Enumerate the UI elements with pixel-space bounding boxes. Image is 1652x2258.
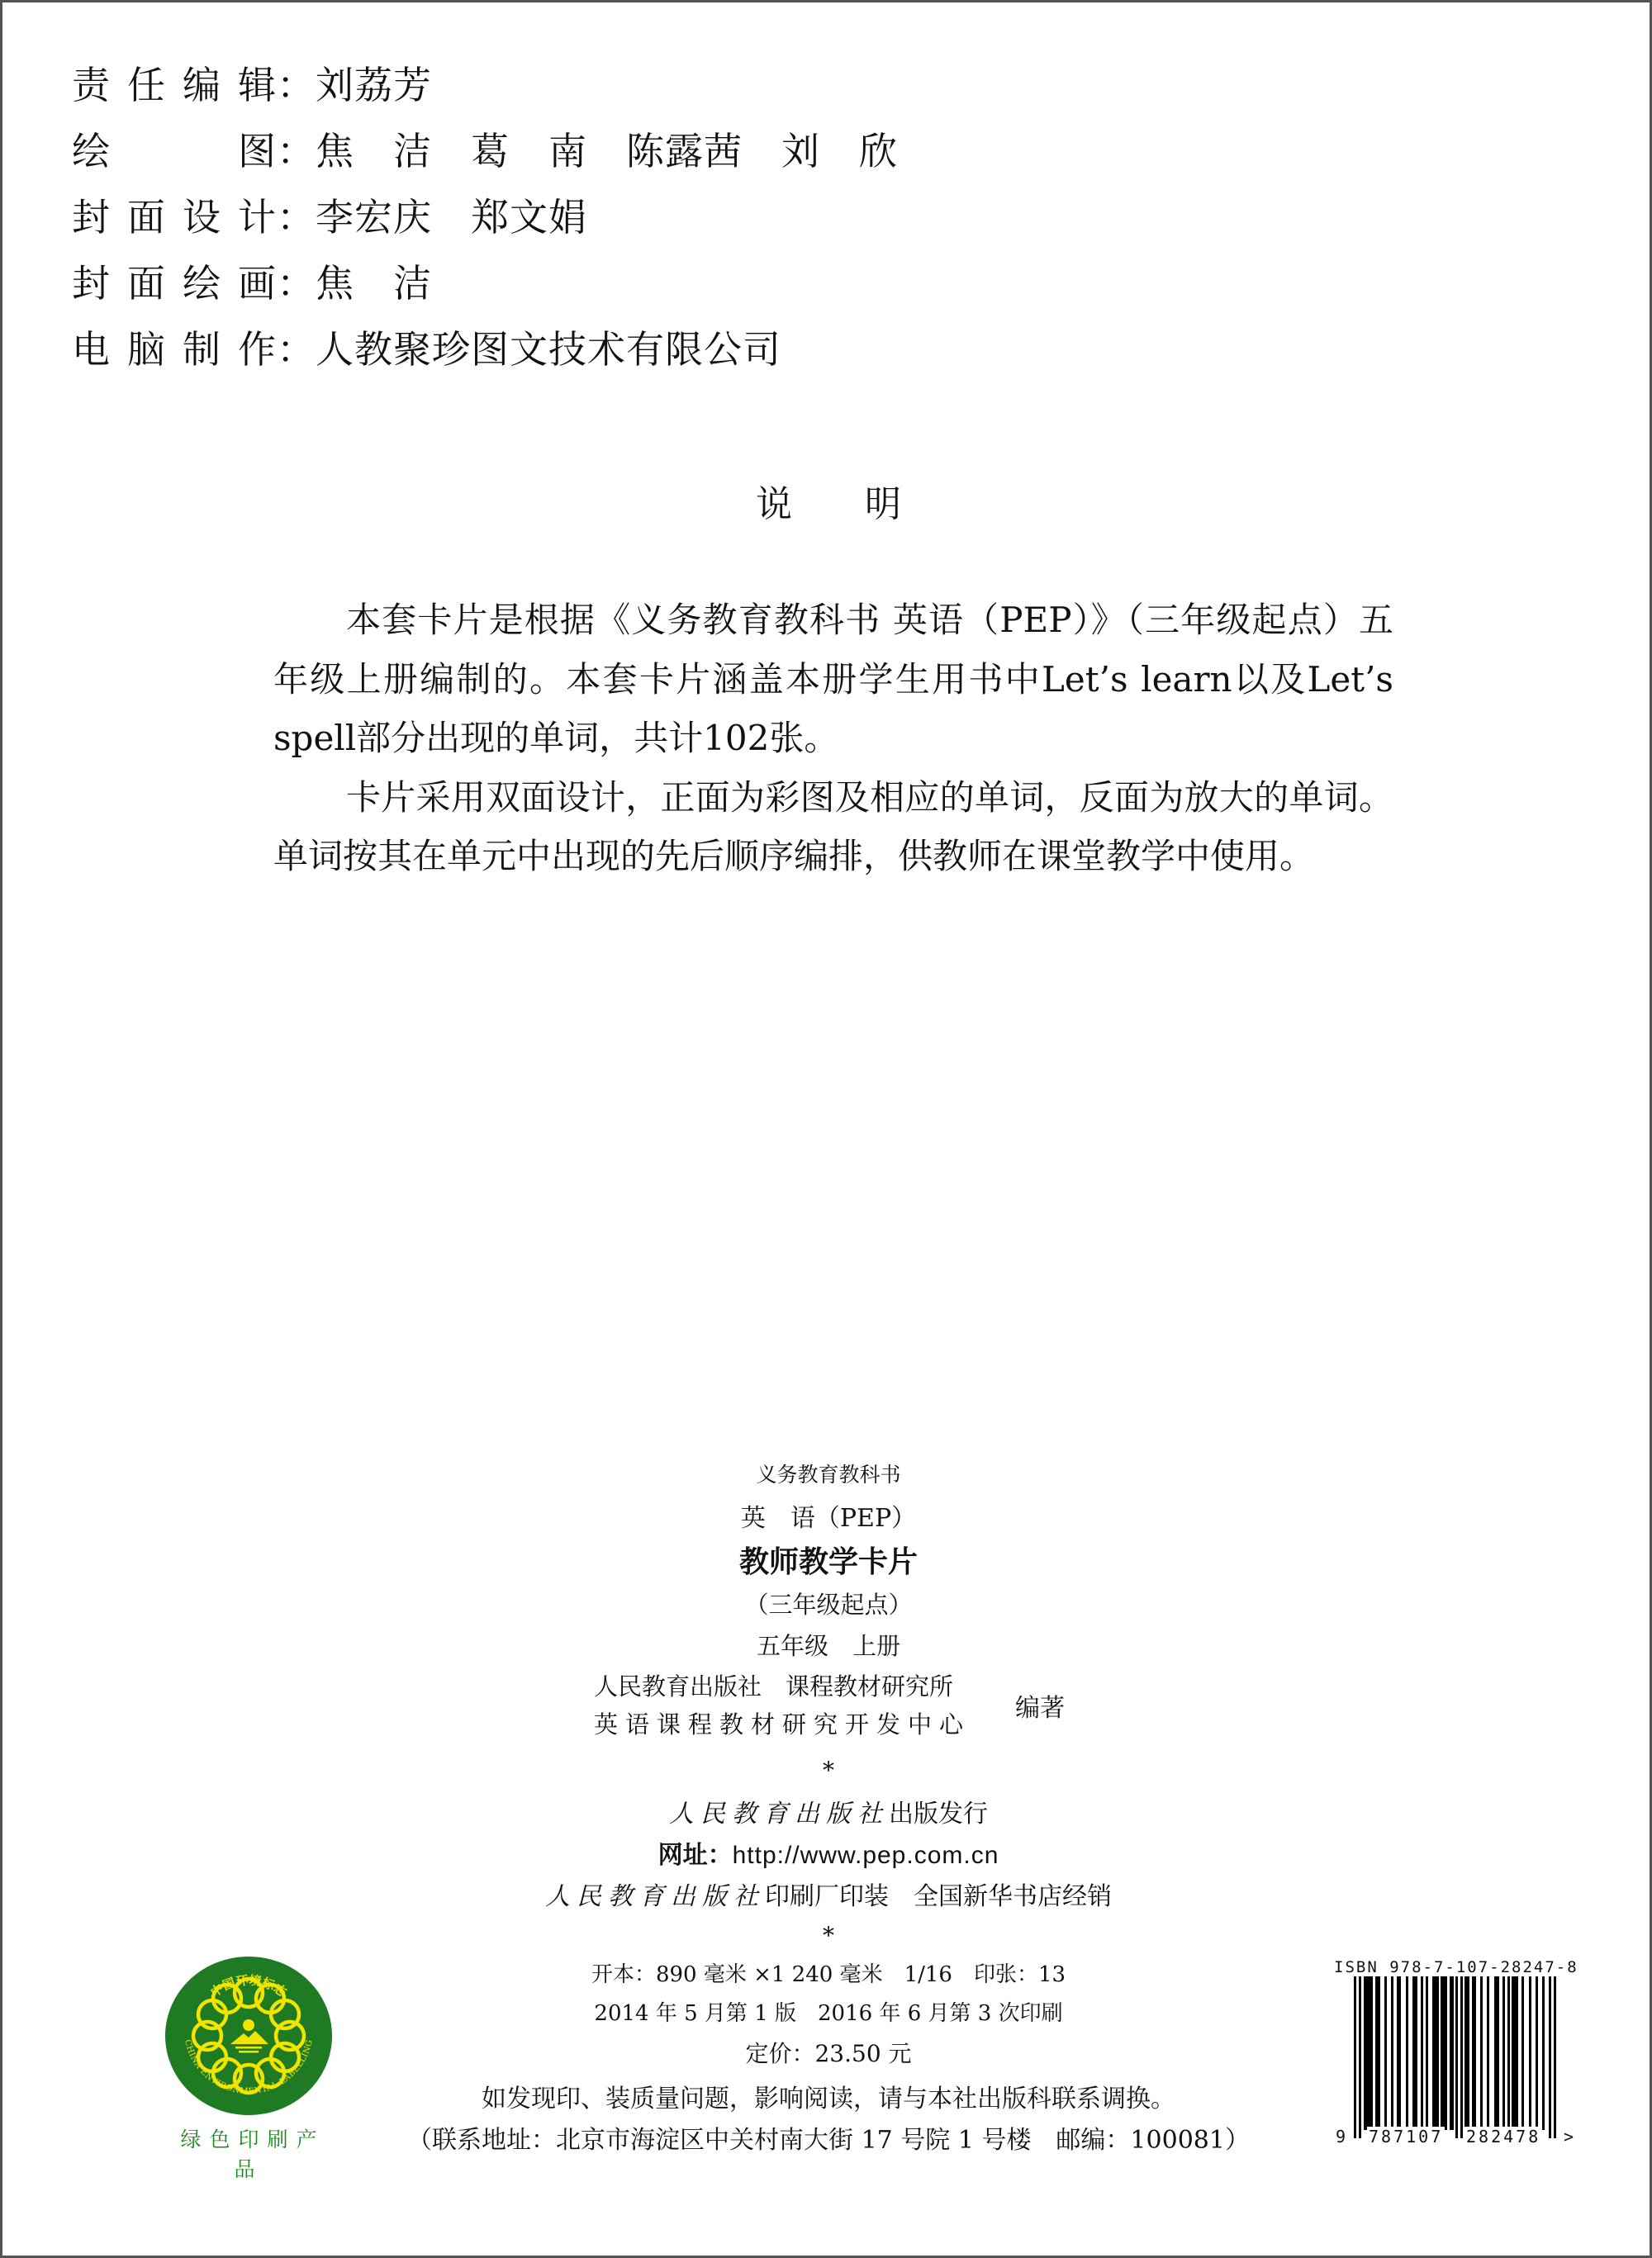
barcode-digits: 9 787107 282478 > [1336, 2127, 1577, 2147]
credit-row-cover-painting [72, 250, 898, 316]
credit-row-illustration [72, 118, 898, 184]
quality-notice: 如发现印、装质量问题，影响阅读，请与本社出版科联系调换。 [482, 2085, 1175, 2113]
eco-label [164, 1955, 333, 2183]
author-line: 人民教育出版社 课程教材研究所 [594, 1672, 954, 1701]
credit-colon: ： [277, 261, 316, 306]
green-printing-caption: 绿色印刷产品 [180, 2128, 325, 2181]
separator-star: * [823, 1922, 834, 1949]
credit-colon: ： [277, 195, 316, 240]
credit-row-cover-design [72, 184, 898, 250]
credit-value: 人教聚珍图文技术有限公司 [316, 327, 781, 372]
credit-colon: ： [277, 63, 316, 107]
colophon-subject: 英 语（PEP） [740, 1504, 917, 1533]
edition-info: 2014 年 5 月第 1 版 2016 年 6 月第 3 次印刷 [594, 2001, 1063, 2026]
credit-label: 封 面 设 计 [72, 195, 277, 240]
explanation-paragraph: 卡片采用双面设计，正面为彩图及相应的单词，反面为放大的单词。单词按其在单元中出现的先后顺序编排，供教师在课堂教学中使用。 [273, 776, 1393, 876]
svg-text:CHINA ENVIRONMENTAL LABELLING: CHINA ENVIRONMENTAL LABELLING [183, 2038, 315, 2097]
author-role: 编著 [1015, 1694, 1065, 1723]
format-info: 开本：890 毫米 ×1 240 毫米 1/16 印张：13 [591, 1962, 1066, 1987]
credit-value: 刘荔芳 [316, 63, 432, 107]
credit-row-editor [72, 52, 898, 118]
price: 定价：23.50 元 [745, 2040, 912, 2067]
colophon-grade: 五年级 上册 [756, 1632, 900, 1660]
explanation-paragraph: 本套卡片是根据《义务教育教科书 英语（PEP）》（三年级起点）五年级上册编制的。本套卡片涵盖本册学生用书中Let’s learn以及Let’s spell部分出现的单词，共计102张。 [273, 600, 1393, 758]
svg-text:中国环境标志: 中国环境标志 [207, 1972, 290, 2000]
website-label: 网址： [657, 1841, 733, 1870]
publish-line: 人民教育出版社出版发行 [669, 1800, 988, 1829]
credit-colon: ： [277, 129, 316, 173]
explanation-body [273, 591, 1393, 886]
publisher-logo-text: 人民教育出版社 [669, 1800, 889, 1829]
barcode-bars [1354, 1976, 1569, 2138]
contact-address: （联系地址：北京市海淀区中关村南大街 17 号院 1 号楼 邮编：100081） [407, 2126, 1250, 2155]
credit-label: 绘 图 [72, 129, 277, 173]
website-link[interactable]: http://www.pep.com.cn [732, 1842, 999, 1869]
explanation-title: 说明 [756, 483, 974, 525]
credit-label: 电 脑 制 作 [72, 327, 277, 372]
credits-block [72, 52, 898, 382]
isbn-barcode [1334, 1958, 1582, 2156]
website-line [2, 1834, 1652, 1871]
china-environmental-labelling-icon [164, 1955, 333, 2117]
colophon-level: （三年级起点） [744, 1591, 913, 1619]
colophon-series: 义务教育教科书 [756, 1463, 901, 1487]
colophon-authors [594, 1667, 971, 1743]
credit-colon: ： [277, 327, 316, 372]
separator-star: * [823, 1757, 834, 1784]
credit-label: 责 任 编 辑 [72, 63, 277, 107]
credit-row-typesetting [72, 316, 898, 382]
credit-value: 焦 洁 [316, 261, 432, 306]
colophon-title: 教师教学卡片 [738, 1545, 918, 1579]
print-line: 人民教育出版社印刷厂印装 全国新华书店经销 [545, 1882, 1112, 1911]
credit-value: 李宏庆 郑文娟 [316, 195, 587, 240]
publisher-logo-text: 人民教育出版社 [545, 1882, 765, 1911]
isbn-text: ISBN 978-7-107-28247-8 [1334, 1958, 1578, 1976]
credit-value: 焦 洁 葛 南 陈露茜 刘 欣 [316, 129, 898, 173]
author-line: 英语课程教材研究开发中心 [594, 1710, 971, 1739]
credit-label: 封 面 绘 画 [72, 261, 277, 306]
